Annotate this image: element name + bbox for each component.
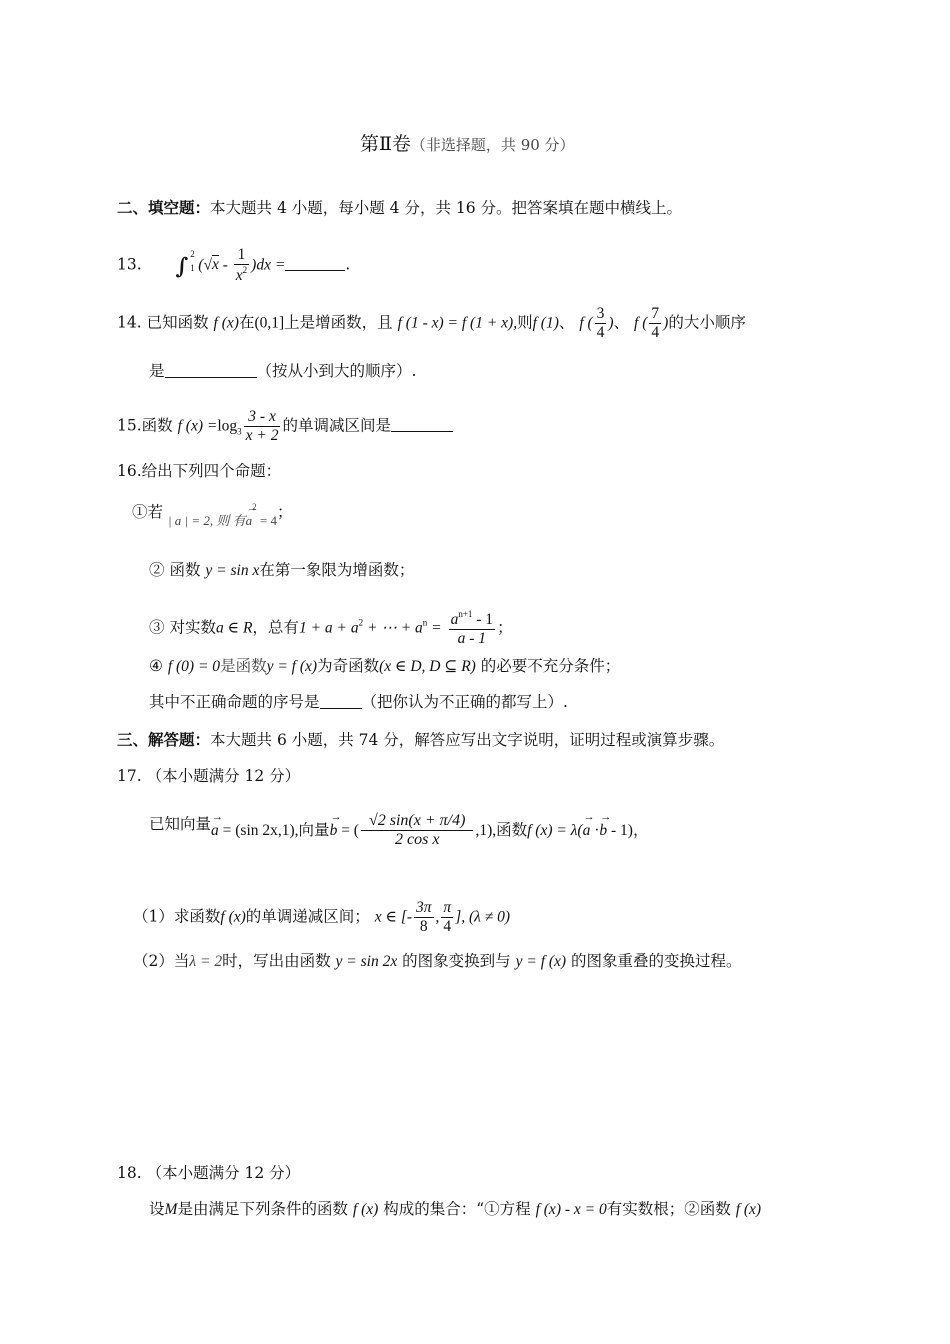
- p1-end: ；: [276, 503, 293, 521]
- p4-text-b: 是函数: [220, 657, 267, 675]
- q17-text-vector-a: 已知向量: [149, 814, 212, 833]
- question-15: [117, 408, 453, 445]
- q17-vec-a: → a: [211, 822, 219, 841]
- q17-b-frac-num: √2 sin(x + π/4): [361, 812, 473, 831]
- q17-s2-text-4: 的图象重叠的变换过程。: [571, 952, 742, 970]
- q17-text-function: 函数: [496, 820, 528, 839]
- q13-frac-num: 1: [234, 246, 249, 265]
- q14-sep-2: 、: [613, 313, 630, 332]
- q14-frac-7: 7: [651, 305, 660, 322]
- p3-expr-b: a ∈ R: [215, 619, 253, 637]
- p3-expr-e: + ⋯ + a: [363, 619, 423, 637]
- q14-f1: f (1): [532, 314, 559, 332]
- q14-frac-4b: 4: [651, 323, 660, 341]
- q16-proposition-1: [132, 502, 293, 529]
- section-2-header: [117, 199, 682, 218]
- question-14: [117, 305, 746, 342]
- q17-s2-g: y = f (x): [515, 953, 567, 970]
- q16-proposition-3: [149, 609, 513, 648]
- p3-equals: =: [427, 619, 442, 637]
- q17-vec-b: → b: [330, 822, 338, 841]
- q14-number: 14.: [117, 313, 142, 332]
- q13-frac-exp: 2: [242, 264, 248, 275]
- q17-subquestion-1: [133, 899, 510, 936]
- q14-text-1: 已知函数: [146, 313, 209, 332]
- p1-vec-a: → a: [246, 513, 253, 529]
- q13-upper-limit: 2: [190, 249, 195, 260]
- p3-exp-n: n: [422, 617, 428, 628]
- p3-exp-2: 2: [358, 617, 364, 628]
- q16-number: 16.: [117, 462, 142, 480]
- section-3-header: [117, 731, 724, 750]
- p1-exp: 2: [252, 502, 257, 512]
- p3-text-a: 对实数: [169, 618, 216, 637]
- q13-tail: )dx =: [251, 256, 286, 274]
- q14-line2-suffix: （按从小到大的顺序）.: [256, 362, 417, 380]
- q18-text-3: 构成的集合：“①方程: [383, 1200, 531, 1218]
- p2-text-c: 在第一象限为增函数；: [259, 561, 415, 579]
- q17-s2-text: 当: [173, 952, 190, 970]
- q13-answer-blank[interactable]: [285, 256, 345, 271]
- q17-b-tail: ,1),: [475, 821, 497, 839]
- q18-body: [149, 1200, 761, 1220]
- q15-log: log: [217, 417, 238, 435]
- p1-text-b: | a | = 2, 则 有: [167, 513, 246, 528]
- q14-f34-open: f (: [579, 314, 593, 332]
- q16-ask: [149, 693, 568, 712]
- q17-comma: ，: [632, 820, 649, 839]
- q17-f-tail: - 1): [607, 821, 633, 839]
- q17-b-open: = (: [337, 821, 359, 839]
- q15-number: 15.: [117, 416, 142, 435]
- q17-text-vector-b: 向量: [298, 820, 330, 839]
- q14-frac-4a: 4: [596, 323, 605, 341]
- p4-text-d: 为奇函数: [317, 657, 380, 675]
- q17-b-fraction: [361, 812, 473, 850]
- p4-expr-a: f (0) = 0: [167, 658, 221, 675]
- page-title: [360, 133, 575, 156]
- q17-s1-text: 求函数: [173, 907, 221, 926]
- p4-expr-c: y = f (x): [266, 658, 318, 675]
- p3-frac-num-exp: n+1: [458, 609, 473, 619]
- q17-subquestion-2: [133, 952, 742, 972]
- section-2-label: 二、填空题：: [117, 198, 211, 217]
- q17-s1-sep: ,: [435, 908, 440, 926]
- q14-equation: f (1 - x) = f (1 + x),: [397, 314, 518, 332]
- q14-frac-3: 3: [596, 305, 605, 322]
- q18-text-1: 设: [149, 1200, 165, 1218]
- q14-f74-open: f (: [634, 314, 648, 332]
- q18-set-m: M: [164, 1201, 178, 1218]
- q17-s2-f: y = sin 2x: [335, 953, 398, 970]
- question-14-line-2: [149, 362, 416, 381]
- q14-text-5: 的大小顺序: [668, 313, 746, 332]
- p4-text-f: 的必要不充分条件；: [480, 657, 621, 675]
- p3-frac-num-tail: - 1: [472, 611, 494, 628]
- q14-frac-3-4: [595, 305, 607, 342]
- q18-text-4: 有实数根；②函数: [606, 1200, 731, 1218]
- question-18: [117, 1164, 300, 1183]
- q17-s2-mark: （2）: [133, 952, 174, 970]
- p3-expr-d: 1 + a + a: [298, 619, 359, 637]
- q15-frac-den: x + 2: [245, 426, 279, 444]
- q14-interval: (0,1]: [254, 314, 285, 332]
- q17-s1-domain-open: x ∈ [-: [374, 908, 413, 926]
- q18-number: 18.: [117, 1164, 142, 1182]
- q15-log-base: 3: [237, 426, 242, 437]
- q17-s2-lambda: λ = 2: [189, 953, 223, 970]
- q13-number: 13.: [117, 255, 142, 274]
- q18-text-2: 是由满足下列条件的函数: [177, 1200, 348, 1218]
- q14-f74-close: ): [663, 314, 669, 332]
- q14-text-3: 上是增函数，且: [284, 313, 393, 332]
- q18-fx: f (x): [352, 1201, 379, 1218]
- q17-s2-text-3: 的图象变换到与: [402, 952, 511, 970]
- section-3-desc: 本大题共 6 小题，共 74 分，解答应写出文字说明，证明过程或演算步骤。: [210, 731, 725, 749]
- p4-mark: ④: [149, 657, 163, 675]
- q14-text-2: 在: [238, 313, 255, 332]
- integral-sign: ∫: [175, 253, 189, 280]
- p2-mark: ②: [149, 561, 165, 579]
- q16-proposition-4: [149, 657, 620, 677]
- q17-s1-frac-1-den: 8: [419, 917, 428, 935]
- q15-answer-blank[interactable]: [391, 417, 453, 432]
- q17-b-frac-den: 2 cos x: [394, 831, 440, 849]
- q17-f-def: f (x) = λ(: [527, 821, 583, 839]
- q17-s1-text-2: 的单调递减区间；: [245, 907, 370, 926]
- q14-line2-prefix: 是: [149, 362, 165, 380]
- q13-frac-den: x: [235, 266, 243, 284]
- q17-score: （本小题满分 12 分）: [146, 767, 301, 785]
- q13-lower-limit: 1: [190, 263, 195, 274]
- q17-s1-mark: （1）: [133, 907, 174, 926]
- p3-text-c: ，总有: [252, 618, 299, 637]
- q17-s1-fx: f (x): [220, 908, 246, 926]
- q16-ask-b: （把你认为不正确的都写上）.: [361, 693, 568, 711]
- q14-sep-1: 、: [558, 313, 575, 332]
- q14-answer-blank[interactable]: [165, 363, 257, 378]
- q13-fraction: [234, 246, 249, 285]
- q16-proposition-2: [149, 561, 414, 581]
- q17-s1-frac-2-num: π: [443, 899, 452, 916]
- p1-text-a: 若: [147, 503, 164, 521]
- p2-expr: y = sin x: [205, 562, 260, 579]
- p3-frac-den: a - 1: [457, 629, 487, 647]
- p3-mark: ③: [149, 618, 165, 637]
- p1-text-d: = 4: [256, 513, 277, 528]
- q13-minus: -: [218, 256, 232, 274]
- p1-mark: ①: [132, 503, 148, 521]
- q18-fx-2: f (x): [735, 1201, 762, 1218]
- q17-s1-frac-2: [441, 899, 453, 936]
- q17-s2-text-2: 时，写出由函数: [222, 952, 331, 970]
- p3-frac-num-base: a: [450, 611, 459, 628]
- section-3-label: 三、解答题：: [117, 730, 211, 749]
- q15-fx: f (x) =: [177, 417, 218, 435]
- question-16: [117, 462, 281, 481]
- q13-paren: (: [198, 256, 204, 274]
- title-main: 第Ⅱ卷: [360, 133, 411, 155]
- q17-s1-frac-1: [414, 899, 434, 936]
- q16-answer-blank[interactable]: [320, 694, 362, 709]
- q17-dot: ·: [590, 821, 600, 839]
- section-2-desc: 本大题共 4 小题，每小题 4 分，共 16 分。把答案填在题中横线上。: [210, 199, 683, 217]
- q18-equation: f (x) - x = 0: [535, 1201, 607, 1218]
- q15-text-2: 的单调减区间是: [282, 416, 391, 435]
- p3-end: ；: [497, 618, 513, 637]
- q17-number: 17.: [117, 767, 142, 785]
- q15-frac-num: 3 - x: [244, 408, 281, 427]
- q17-s1-frac-2-den: 4: [443, 917, 452, 935]
- q17-s1-tail: ], (λ ≠ 0): [455, 908, 511, 926]
- q16-text: 给出下列四个命题：: [141, 462, 282, 480]
- q17-a-value: = (sin 2x,1),: [218, 821, 299, 839]
- q17-vec-b-2: → b: [599, 822, 607, 841]
- q16-ask-a: 其中不正确命题的序号是: [149, 693, 320, 711]
- q14-fx: f (x): [213, 314, 239, 332]
- q17-given: [149, 812, 648, 850]
- q13-end: .: [345, 255, 351, 274]
- p2-text-a: 函数: [169, 561, 201, 579]
- q17-vec-a-2: → a: [583, 822, 591, 841]
- q18-score: （本小题满分 12 分）: [146, 1164, 301, 1182]
- q14-frac-7-4: [649, 305, 661, 342]
- q14-text-4: 则: [517, 313, 533, 332]
- p4-expr-e: (x ∈ D, D ⊆ R): [379, 658, 476, 675]
- question-17: [117, 767, 300, 786]
- title-sub: （非选择题，共 90 分）: [410, 136, 575, 154]
- q13-sqrt-x: x: [211, 256, 219, 274]
- q14-f34-close: ): [608, 314, 614, 332]
- question-13: 13. ∫ 2 1 (√x - $\frac{1}{x^2}$ )dx = .: [117, 246, 351, 284]
- p3-fraction: [449, 609, 496, 648]
- q17-s1-frac-1-num: 3π: [416, 899, 432, 916]
- q15-fraction: [244, 408, 281, 445]
- q15-text-1: 函数: [141, 416, 173, 435]
